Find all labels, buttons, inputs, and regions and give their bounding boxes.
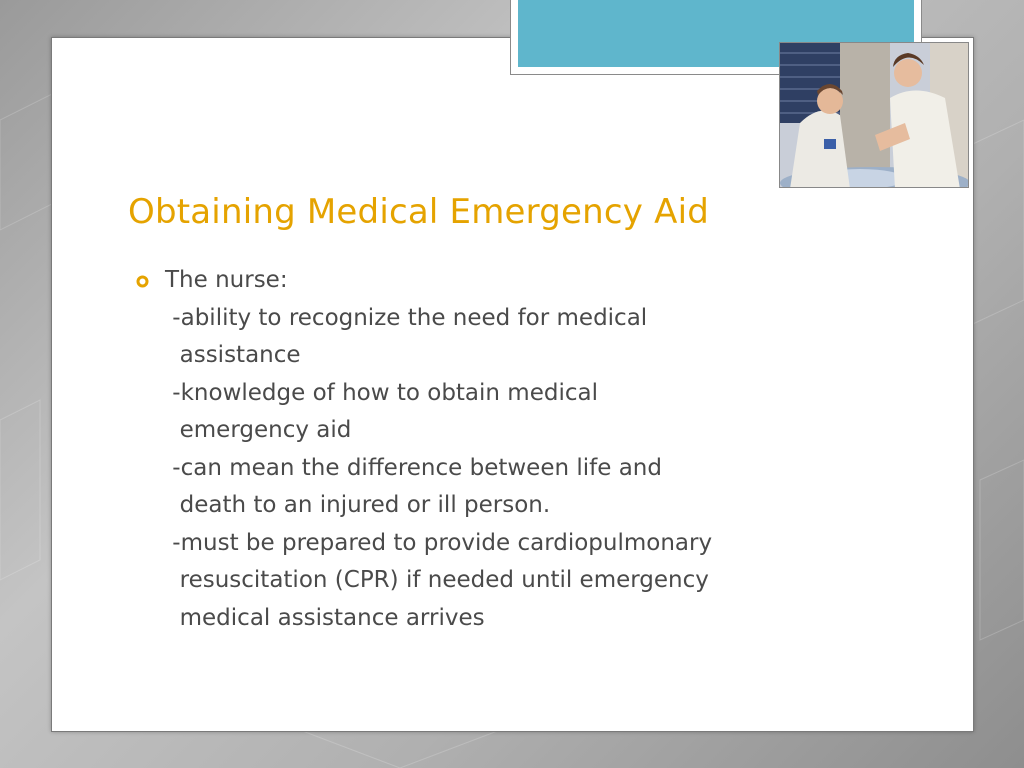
bullet-line: The nurse: — [165, 267, 288, 293]
bullet-item — [165, 262, 852, 637]
bullet-line: -must be prepared to provide cardiopulmonary — [165, 529, 713, 556]
hollow-circle-bullet-icon — [136, 275, 149, 288]
bullet-list — [132, 262, 852, 637]
nurses-cpr-photo — [779, 42, 969, 188]
bullet-line: resuscitation (CPR) if needed until emergency — [165, 567, 709, 593]
bullet-line: assistance — [165, 342, 301, 368]
slide-title: Obtaining Medical Emergency Aid — [128, 192, 710, 232]
bullet-line: medical assistance arrives — [165, 604, 485, 631]
bullet-line: emergency aid — [165, 417, 352, 443]
bullet-line: -knowledge of how to obtain medical — [165, 379, 598, 406]
bullet-line: death to an injured or ill person. — [165, 492, 551, 518]
bullet-line: -can mean the difference between life and — [165, 454, 662, 481]
bullet-line: -ability to recognize the need for medical — [165, 304, 648, 331]
